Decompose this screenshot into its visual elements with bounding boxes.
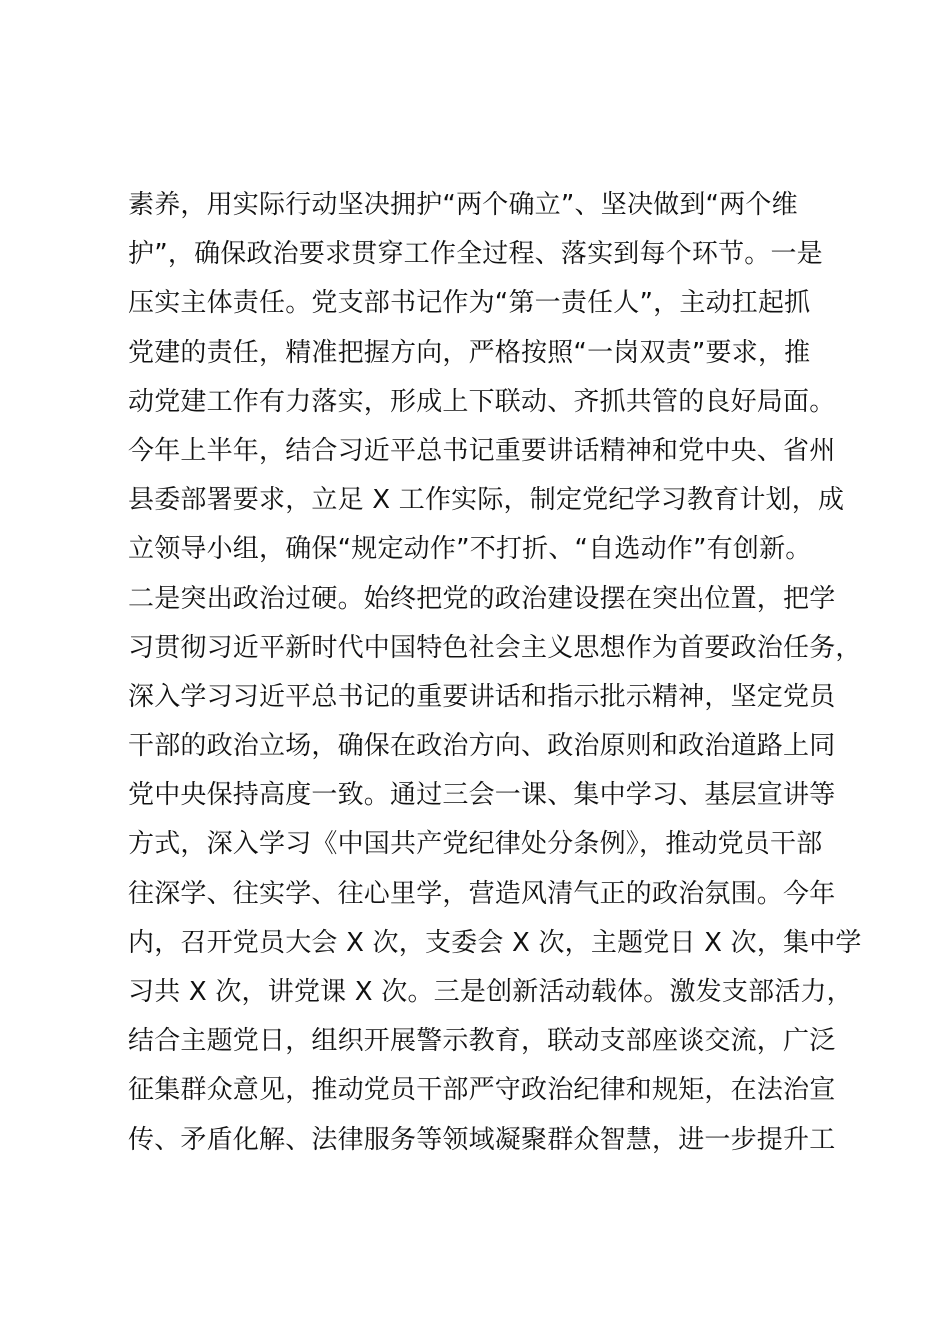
text-line: 护”，确保政治要求贯穿工作全过程、落实到每个环节。一是	[128, 239, 823, 270]
text-line: 结合主题党日，组织开展警示教育，联动支部座谈交流，广泛	[128, 1026, 836, 1057]
text-line: 内，召开党员大会 X 次，支委会 X 次，主题党日 X 次，集中学	[128, 927, 862, 958]
text-line: 县委部署要求，立足 X 工作实际，制定党纪学习教育计划，成	[128, 485, 845, 516]
text-line: 动党建工作有力落实，形成上下联动、齐抓共管的良好局面。	[128, 386, 836, 417]
text-line: 征集群众意见，推动党员干部严守政治纪律和规矩，在法治宣	[128, 1075, 836, 1106]
text-line: 习共 X 次，讲党课 X 次。三是创新活动载体。激发支部活力，	[128, 977, 853, 1007]
text-line: 党建的责任，精准把握方向，严格按照“一岗双责”要求，推	[128, 337, 811, 368]
text-line: 习贯彻习近平新时代中国特色社会主义思想作为首要政治任务，	[128, 632, 862, 663]
text-line: 二是突出政治过硬。始终把党的政治建设摆在突出位置，把学	[128, 583, 836, 614]
text-line: 今年上半年，结合习近平总书记重要讲话精神和党中央、省州	[128, 435, 836, 466]
text-line: 深入学习习近平总书记的重要讲话和指示批示精神，坚定党员	[128, 681, 836, 712]
text-line: 干部的政治立场，确保在政治方向、政治原则和政治道路上同	[128, 731, 836, 762]
text-line: 传、矛盾化解、法律服务等领域凝聚群众智慧，进一步提升工	[128, 1124, 836, 1155]
body-paragraph	[128, 181, 862, 1165]
text-line: 方式，深入学习《中国共产党纪律处分条例》，推动党员干部	[128, 829, 823, 860]
text-line: 立领导小组，确保“规定动作”不打折、“自选动作”有创新。	[128, 534, 812, 565]
text-line: 党中央保持高度一致。通过三会一课、集中学习、基层宣讲等	[128, 780, 836, 811]
text-line: 压实主体责任。党支部书记作为“第一责任人”，主动扛起抓	[128, 288, 811, 319]
text-line: 素养，用实际行动坚决拥护“两个确立”、坚决做到“两个维	[128, 190, 798, 220]
text-line: 往深学、往实学、往心里学，营造风清气正的政治氛围。今年	[128, 878, 836, 909]
